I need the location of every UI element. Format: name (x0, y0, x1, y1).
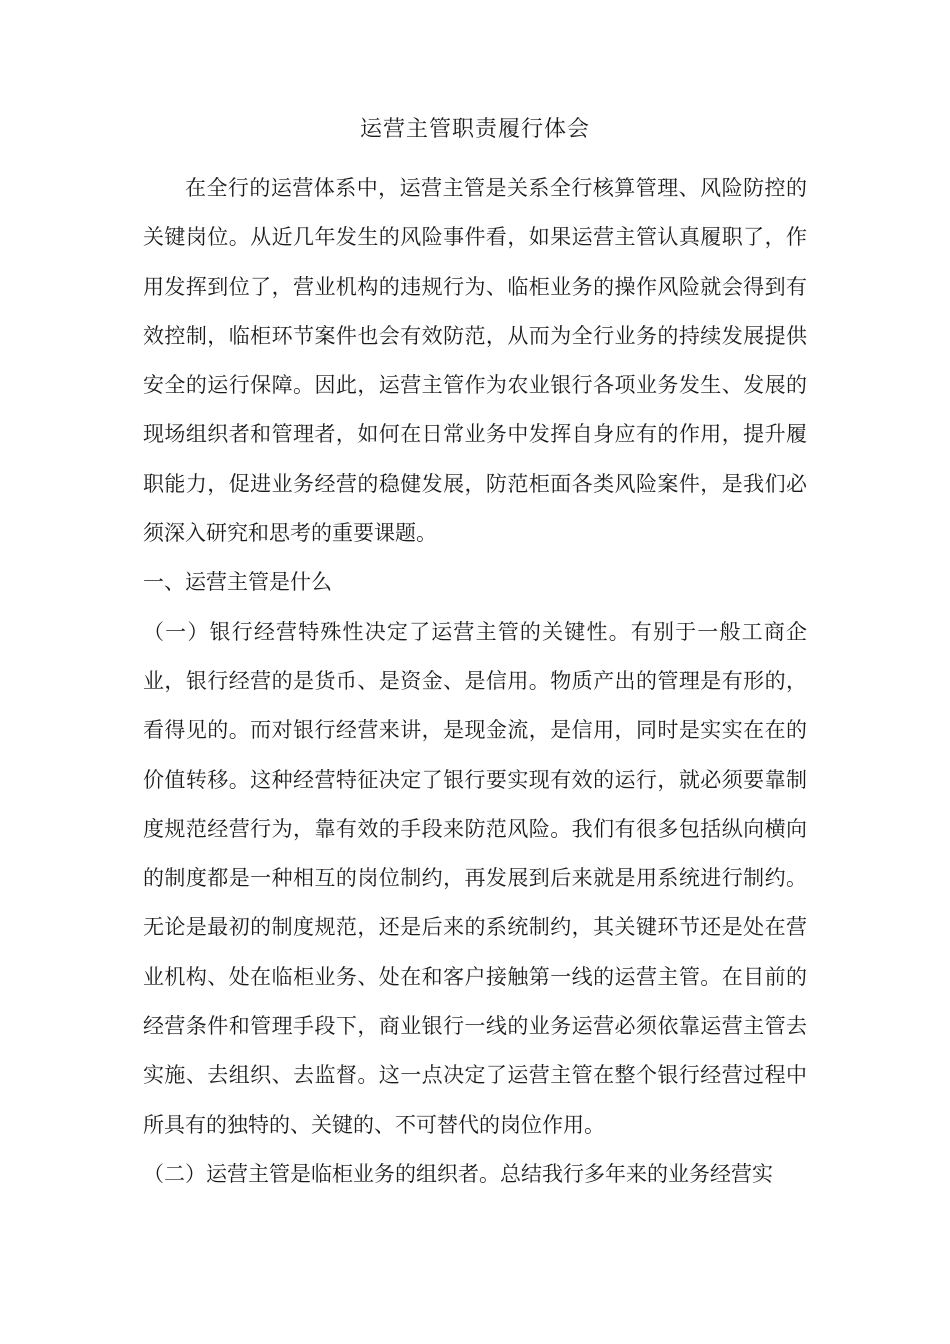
intro-paragraph: 在全行的运营体系中，运营主管是关系全行核算管理、风险防控的关键岗位。从近几年发生的风险事件看，如果运营主管认真履职了，作用发挥到位了，营业机构的违规行为、临柜业务的操作风险就会得到有效控制，临柜环节案件也会有效防范，从而为全行业务的持续发展提供安全的运行保障。因此，运营主管作为农业银行各项业务发生、发展的现场组织者和管理者，如何在日常业务中发挥自身应有的作用，提升履职能力，促进业务经营的稳健发展，防范柜面各类风险案件，是我们必须深入研究和思考的重要课题。 (143, 176, 807, 546)
document-title: 运营主管职责履行体会 (359, 117, 590, 142)
document-body (143, 164, 807, 1199)
subsection-paragraph-2: （二）运营主管是临柜业务的组织者。总结我行多年来的业务经营实 (143, 1161, 773, 1186)
section-heading: 一、运营主管是什么 (143, 570, 332, 595)
subsection-paragraph-1: （一）银行经营特殊性决定了运营主管的关键性。有别于一般工商企业，银行经营的是货币、是资金、是信用。物质产出的管理是有形的，看得见的。而对银行经营来讲，是现金流，是信用，同时是实实在在的价值转移。这种经营特征决定了银行要实现有效的运行，就必须要靠制度规范经营行为，靠有效的手段来防范风险。我们有很多包括纵向横向的制度都是一种相互的岗位制约，再发展到后来就是用系统进行制约。无论是最初的制度规范，还是后来的系统制约，其关键环节还是处在营业机构、处在临柜业务、处在和客户接触第一线的运营主管。在目前的经营条件和管理手段下，商业银行一线的业务运营必须依靠运营主管去实施、去组织、去监督。这一点决定了运营主管在整个银行经营过程中所具有的独特的、关键的、不可替代的岗位作用。 (143, 619, 807, 1137)
